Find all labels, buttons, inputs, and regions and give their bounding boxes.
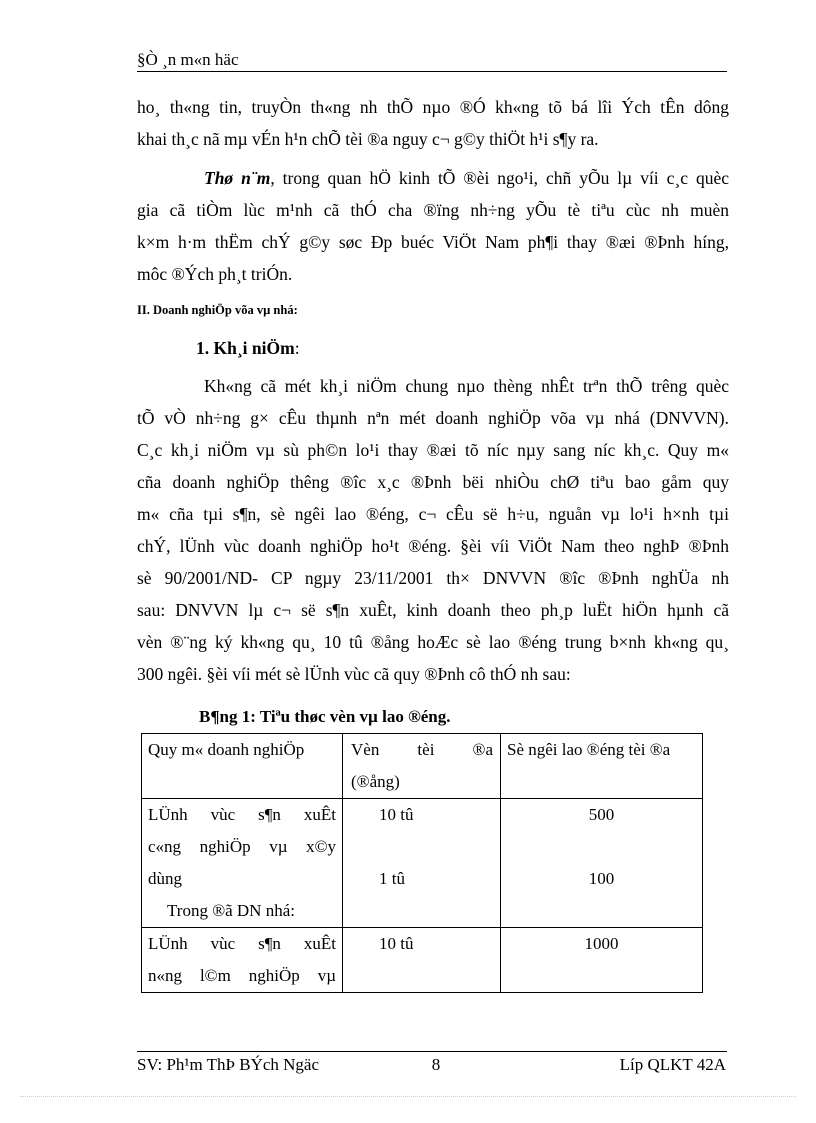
header-label: Quy m« doanh nghiÖp (148, 740, 305, 759)
table-caption: B¶ng 1: Tiªu thøc vèn vµ lao ®éng. (199, 707, 451, 726)
text-line: sau: DNVVN lµ c¬ së s¶n xuÊt, kinh doanh theo ph¸p luËt hiÖn hµnh cã (137, 600, 729, 620)
paragraph-1 (137, 91, 729, 155)
cell-value: 100 (588, 869, 615, 888)
table-row (142, 928, 703, 993)
text-line: k×m h·m thËm chÝ g©y søc Ðp buéc ViÖt Nam ph¶i thay ®æi ®Þnh híng, (137, 232, 729, 252)
row-label-cell (142, 928, 343, 993)
capital-cell (343, 799, 501, 928)
header-cell-scale (142, 734, 343, 799)
cell-text: dùng (148, 869, 182, 888)
row-label-cell (142, 799, 343, 928)
header-label: Vèn tèi ®a (351, 740, 493, 759)
cell-spacer (343, 831, 500, 863)
cell-text: LÜnh vùc s¶n xuÊt (148, 805, 336, 824)
cell-spacer (501, 895, 702, 927)
page-break-line (20, 1096, 796, 1097)
cell-value: 10 tû (379, 805, 414, 824)
subsection-title: 1. Kh¸i niÖm (196, 338, 295, 358)
labor-cell (501, 928, 703, 993)
footer-divider (137, 1051, 727, 1052)
cell-value: 1 tû (379, 869, 405, 888)
header-label: (®ång) (351, 772, 400, 791)
text-line: gia cã tiÒm lùc m¹nh cã thÓ cha ®ïng nh÷ng yÕu tè tiªu cùc nh muèn (137, 200, 729, 220)
emphasis-lead: Thø n¨m (204, 168, 271, 188)
cell-text: LÜnh vùc s¶n xuÊt (148, 934, 336, 953)
cell-text: n«ng l©m nghiÖp vµ (148, 966, 336, 985)
text-line: C¸c kh¸i niÖm vµ sù ph©n lo¹i thay ®æi tõ níc nµy sang níc kh¸c. Quy m« (137, 440, 729, 460)
cell-spacer (501, 831, 702, 863)
text-line: cña doanh nghiÖp thêng ®îc x¸c ®Þnh bëi nhiÒu chØ tiªu bao gåm quy (137, 472, 729, 492)
text-line (137, 162, 729, 194)
capital-cell (343, 928, 501, 993)
page-number: 8 (431, 1055, 441, 1074)
cell-value: 10 tû (379, 934, 414, 953)
page-header: §Ò ¸n m«n häc (137, 50, 239, 69)
text-line: Kh«ng cã mét kh¸i niÖm chung nµo thèng nhÊt trªn thÕ trêng quèc (204, 376, 729, 396)
footer-class: Líp QLKT 42A (619, 1055, 726, 1074)
cell-value: 500 (588, 805, 615, 824)
cell-text: c«ng nghiÖp vµ x©y (148, 837, 336, 856)
text-line: khai th¸c nã mµ vÉn h¹n chÕ tèi ®a nguy c¬ g©y thiÖt h¹i s¶y ra. (137, 129, 599, 149)
text-line: m« cña tµi s¶n, sè ngêi lao ®éng, c¬ cÊu së h÷u, nguån vµ lo¹i h×nh tµi (137, 504, 729, 524)
text-line: môc ®Ých ph¸t triÓn. (137, 264, 293, 284)
header-cell-labor (501, 734, 703, 799)
cell-text: Trong ®ã DN nhá: (167, 901, 295, 920)
header-cell-capital (343, 734, 501, 799)
subsection-heading (196, 338, 300, 359)
labor-cell (501, 799, 703, 928)
header-divider (137, 71, 727, 72)
paragraph-2 (137, 162, 729, 290)
table-row (142, 799, 703, 928)
capital-labor-table (141, 733, 703, 993)
text-line: 300 ngêi. §èi víi mét sè lÜnh vùc cã quy ®Þnh cô thÓ nh sau: (137, 664, 571, 684)
text-line: tÕ vÒ nh÷ng g× cÊu thµnh nªn mét doanh nghiÖp võa vµ nhá (DNVVN). (137, 408, 729, 428)
text-line: sè 90/2001/ND- CP ngµy 23/11/2001 th× DNVVN ®îc ®Þnh nghÜa nh (137, 568, 729, 588)
text-segment: , trong quan hÖ kinh tÕ ®èi ngo¹i, chñ yÕu lµ víi c¸c quèc (270, 168, 729, 188)
text-line: ho¸ th«ng tin, truyÒn th«ng nh thÕ nµo ®Ó kh«ng tõ bá lîi Ých tÊn dông (137, 97, 729, 117)
text-line: vèn ®¨ng ký kh«ng qu¸ 10 tû ®ång hoÆc sè lao ®éng trung b×nh kh«ng qu¸ (137, 632, 729, 652)
header-label: Sè ngêi lao ®éng tèi ®a (507, 740, 671, 759)
paragraph-3 (137, 370, 729, 690)
section-heading: II. Doanh nghiÖp võa vµ nhá: (137, 303, 298, 317)
text-line: chÝ, lÜnh vùc doanh nghiÖp ho¹t ®éng. §èi víi ViÖt Nam theo nghÞ ®Þnh (137, 536, 729, 556)
cell-value: 1000 (584, 934, 619, 953)
subsection-colon: : (294, 338, 300, 358)
footer-author: SV: Ph¹m ThÞ BÝch Ngäc (137, 1055, 320, 1074)
table-header-row (142, 734, 703, 799)
cell-spacer (343, 895, 500, 927)
